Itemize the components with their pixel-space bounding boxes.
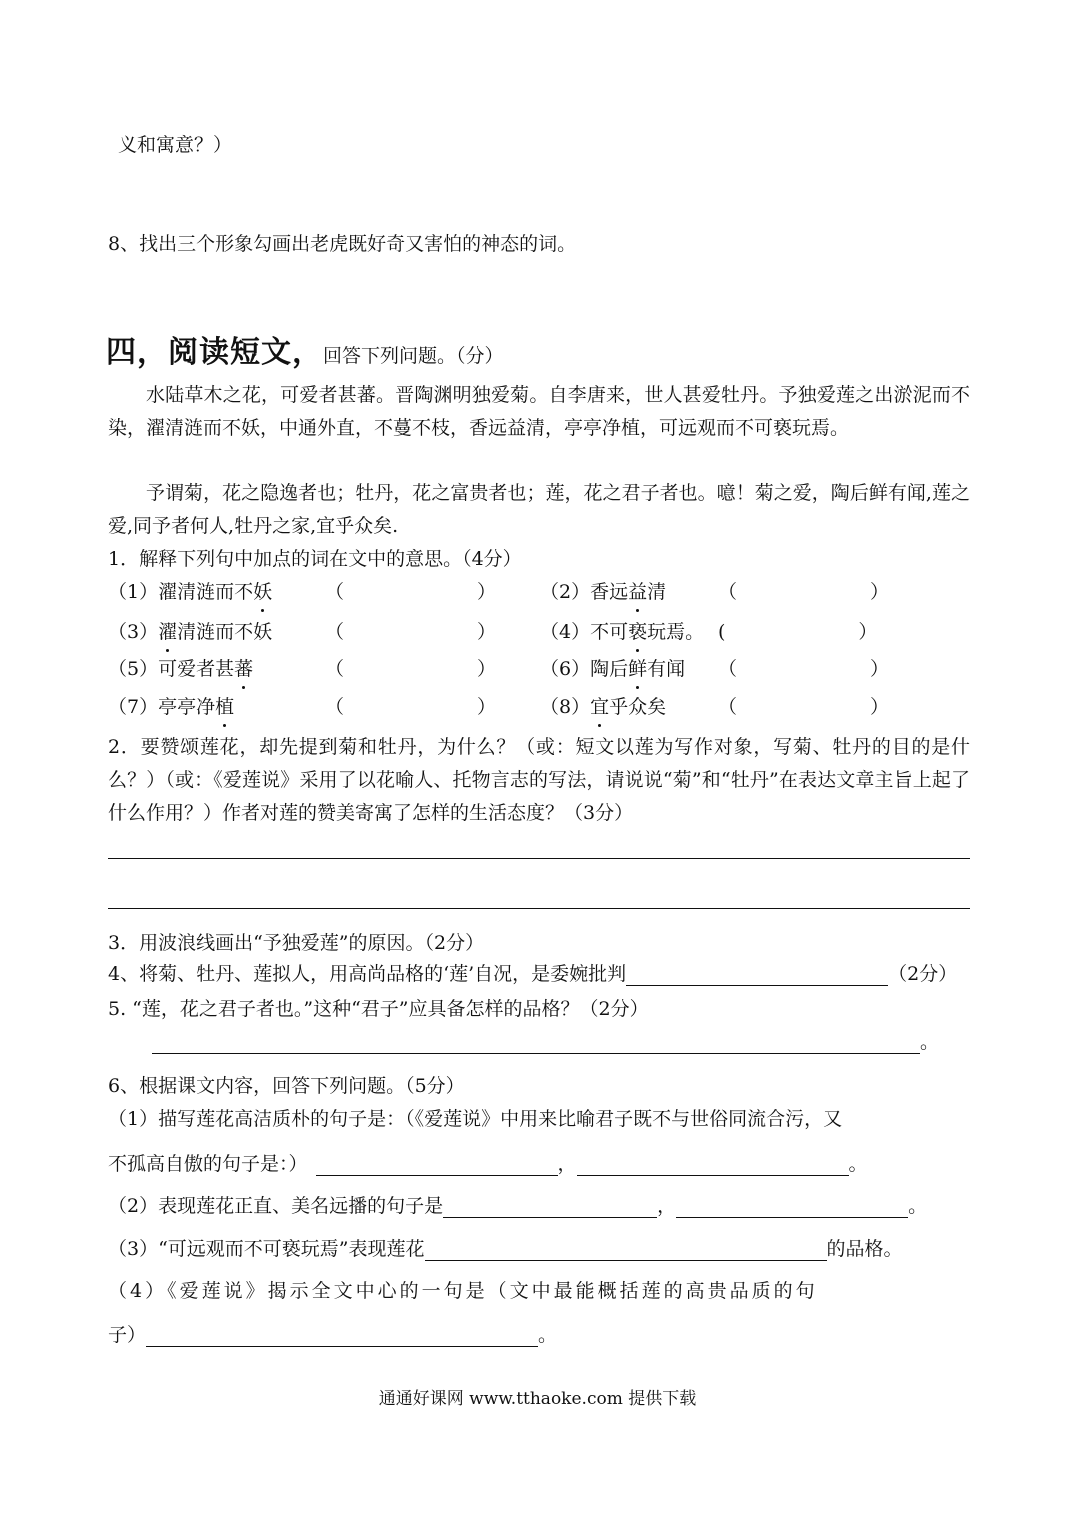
item-number: （5） [108,658,159,680]
answer-line[interactable] [108,908,970,909]
answer-blank[interactable] [425,1240,827,1261]
question-3: 3．用波浪线画出“予独爱莲”的原因。（2分） [108,932,485,954]
question-4-text: 4、将菊、牡丹、莲拟人，用高尚品格的‘莲’自况，是委婉批判 [108,963,627,985]
dotted-word: 蕃 [234,658,254,680]
question-5-answer [152,1027,939,1054]
item-text: 清 [647,581,667,603]
dotted-word: 濯 [158,621,178,643]
question-6-stem: 6、根据课文内容，回答下列问题。（5分） [108,1075,465,1097]
question-text: 的品格。 [826,1238,903,1260]
answer-blank[interactable] [676,1197,908,1218]
question-1-stem: 1．解释下列句中加点的词在文中的意思。（4分） [108,548,522,570]
item-number: （2） [540,581,591,603]
section-4-heading [106,327,504,371]
comma: ， [657,1195,677,1217]
period: 。 [538,1324,558,1346]
period: 。 [908,1195,928,1217]
section-4-subtitle: 回答下列问题。（分） [323,345,504,367]
q1-item-8 [540,692,666,719]
question-2: 2．要赞颂莲花，却先提到菊和牡丹，为什么？（或：短文以莲为写作对象，写菊、牡丹的目的是什么？）（或：《爱莲说》采用了以花喻人、托物言志的写法，请说说“菊”和“牡丹”在表达文章主旨上起了什么作用？）作者对莲的赞美寄寓了怎样的生活态度？（3分） [108,736,970,824]
item-text: 香远 [590,581,629,603]
item-text: 可爱者甚 [158,658,235,680]
q1-item-3 [108,617,272,644]
dotted-word: 植 [215,696,235,718]
q1-answer-paren-3[interactable]: （ ） [325,621,497,643]
question-6-part-4-cont [108,1320,557,1347]
dotted-word: 益 [628,581,648,603]
q1-item-2 [540,577,666,604]
answer-blank[interactable] [152,1033,920,1054]
dotted-word: 鲜 [628,658,648,680]
passage-paragraph-1: 水陆草木之花，可爱者甚蕃。晋陶渊明独爱菊。自李唐来，世人甚爱牡丹。予独爱莲之出淤泥而不染，濯清涟而不妖，中通外直，不蔓不枝，香远益清，亭亭净植，可远观而不可亵玩焉。 [108,384,970,439]
question-6-part-3 [108,1234,903,1261]
question-5: 5. “莲，花之君子者也。”这种“君子”应具备怎样的品格？（2分） [108,998,649,1020]
question-6-part-1: （1）描写莲花高洁质朴的句子是：（《爱莲说》中用来比喻君子既不与世俗同流合污，又 [108,1108,843,1130]
question-8: 8、找出三个形象勾画出老虎既好奇又害怕的神态的词。 [108,233,577,255]
answer-blank[interactable] [146,1326,538,1347]
item-number: （3） [108,621,159,643]
item-text: 有闻 [647,658,686,680]
q1-answer-paren-7[interactable]: （ ） [325,696,497,718]
question-text: （3）“可远观而不可亵玩焉”表现莲花 [108,1238,425,1260]
answer-blank[interactable] [626,965,888,986]
dotted-word: 妖 [253,581,273,603]
q1-item-7 [108,692,234,719]
item-text: 亭亭净 [158,696,216,718]
item-text: 濯清涟而不 [158,581,254,603]
dotted-word: 宜 [590,696,610,718]
question-6-part-2 [108,1191,927,1218]
answer-blank[interactable] [316,1155,558,1176]
dotted-word: 亵 [628,621,648,643]
question-text: 子） [108,1324,147,1346]
q1-answer-paren-6[interactable]: （ ） [718,658,890,680]
question-6-part-4: （4）《爱莲说》揭示全文中心的一句是（文中最能概括莲的高贵品质的句 [108,1280,818,1302]
period: 。 [920,1031,940,1053]
comma: ， [557,1153,577,1175]
section-4-title: 四，阅读短文， [106,335,323,370]
q1-answer-paren-4[interactable]: ( ） [718,621,878,643]
item-number: （1） [108,581,159,603]
question-text: 不孤高自傲的句子是：） [108,1153,308,1175]
question-text: （2）表现莲花正直、美名远播的句子是 [108,1195,444,1217]
item-number: （6） [540,658,591,680]
q1-item-6 [540,654,685,681]
item-text: 不可 [590,621,629,643]
item-text: 乎众矣 [609,696,667,718]
q1-item-1 [108,577,272,604]
period: 。 [848,1153,868,1175]
q1-answer-paren-8[interactable]: （ ） [718,696,890,718]
item-text: 清涟而不妖 [177,621,273,643]
continued-line: 义和寓意？） [118,134,233,156]
answer-blank[interactable] [443,1197,657,1218]
q1-answer-paren-5[interactable]: （ ） [325,658,497,680]
page-footer: 通通好课网 www.tthaoke.com 提供下载 [378,1389,697,1409]
answer-blank[interactable] [577,1155,849,1176]
q1-answer-paren-2[interactable]: （ ） [718,581,890,603]
question-4 [108,959,957,986]
item-number: （8） [540,696,591,718]
question-4-score: （2分） [888,963,958,985]
q1-item-5 [108,654,253,681]
q1-item-4 [540,617,704,644]
item-number: （7） [108,696,159,718]
q1-answer-paren-1[interactable]: （ ） [325,581,497,603]
item-text: 陶后 [590,658,629,680]
answer-line[interactable] [108,858,970,859]
item-text: 玩焉。 [647,621,705,643]
item-number: （4） [540,621,591,643]
passage-paragraph-2: 予谓菊，花之隐逸者也；牡丹，花之富贵者也；莲，花之君子者也。噫！菊之爱，陶后鲜有闻,莲之爱,同予者何人,牡丹之家,宜乎众矣. [108,482,970,537]
question-6-part-1-cont [108,1149,868,1176]
